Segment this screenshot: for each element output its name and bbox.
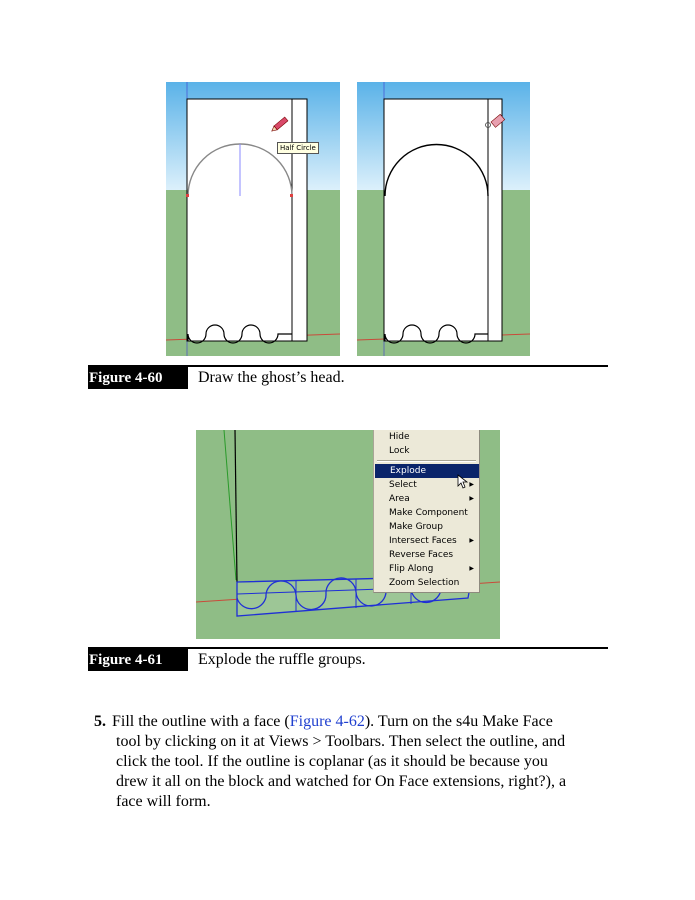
step-text: click the tool. If the outline is coplanar (as it should be because you [116,753,548,770]
menu-item-label: Make Component [389,508,468,518]
menu-item-make-component[interactable] [374,506,479,520]
mouse-pointer-icon [457,474,469,490]
menu-item-label: Flip Along [389,564,434,574]
menu-item-lock[interactable] [374,444,479,458]
figure-label: Figure 4-61 [88,649,188,671]
step-text: face will form. [116,793,211,810]
context-menu [373,430,480,593]
figure-caption-text: Explode the ruffle groups. [198,651,366,668]
menu-item-area[interactable] [374,492,479,506]
figure-4-60-caption [88,365,608,389]
submenu-arrow-icon: ▶ [469,481,474,488]
figure-4-60-right-viewport [357,82,530,356]
figure-4-62-link[interactable]: Figure 4-62 [289,713,365,730]
menu-item-label: Area [389,494,410,504]
menu-item-label: Lock [389,446,410,456]
step-text: Fill the outline with a face ( [112,713,290,730]
menu-item-hide[interactable] [374,430,479,444]
menu-item-label: Reverse Faces [389,550,454,560]
step-text: ). Turn on the s4u Make Face [364,713,553,730]
menu-separator [377,460,476,462]
step-text: drew it all on the block and watched for On Face extensions, right?), a [116,773,567,790]
step-text: tool by clicking on it at Views > Toolbars. Then select the outline, and [116,733,566,750]
menu-item-zoom-selection[interactable] [374,576,479,590]
menu-item-label: Select [389,480,417,490]
step-5-paragraph [94,712,614,812]
figure-label: Figure 4-60 [88,367,188,389]
figure-caption-text: Draw the ghost’s head. [198,369,345,386]
submenu-arrow-icon: ▶ [469,565,474,572]
menu-item-label: Make Group [389,522,443,532]
menu-item-label: Intersect Faces [389,536,457,546]
menu-item-make-group[interactable] [374,520,479,534]
menu-item-label: Zoom Selection [389,578,460,588]
menu-item-flip-along[interactable] [374,562,479,576]
submenu-arrow-icon: ▶ [469,495,474,502]
menu-item-label: Hide [389,432,410,442]
half-circle-tooltip: Half Circle [277,142,319,154]
menu-item-label: Explode [390,466,426,476]
menu-item-intersect-faces[interactable] [374,534,479,548]
figure-4-61-caption [88,647,608,671]
submenu-arrow-icon: ▶ [469,537,474,544]
figure-4-60-left-viewport [166,82,340,356]
step-number: 5. [94,713,106,730]
menu-item-reverse-faces[interactable] [374,548,479,562]
